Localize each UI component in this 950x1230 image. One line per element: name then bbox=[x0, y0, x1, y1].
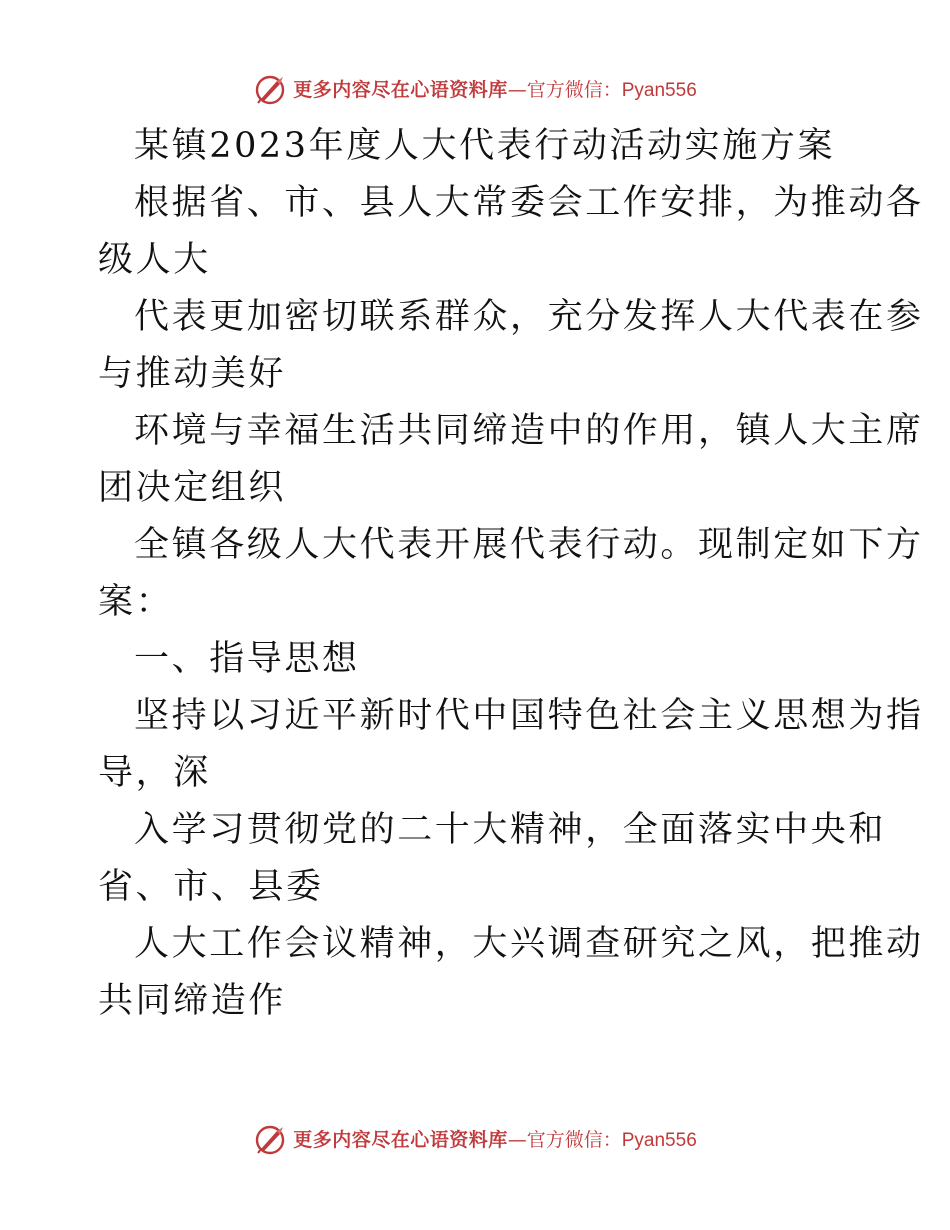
paragraph-line: 坚持以习近平新时代中国特色社会主义思想为指 bbox=[134, 696, 924, 736]
document-body bbox=[98, 118, 924, 1030]
paragraph-line: 案： bbox=[98, 582, 174, 622]
watermark-dash: — bbox=[507, 78, 527, 101]
paragraph-line: 根据省、市、县人大常委会工作安排，为推动各 bbox=[134, 183, 924, 223]
paragraph-line: 人大工作会议精神，大兴调查研究之风，把推动 bbox=[134, 924, 924, 964]
paragraph-line: 省、市、县委 bbox=[98, 867, 324, 907]
watermark-wechat-label: 官方微信： bbox=[526, 78, 622, 101]
paragraph-line: 共同缔造作 bbox=[98, 981, 287, 1021]
paragraph-line: 导，深 bbox=[98, 753, 211, 793]
watermark-wechat-id: Pyan556 bbox=[621, 79, 697, 101]
quill-pen-logo-icon bbox=[253, 73, 287, 107]
paragraph-line: 级人大 bbox=[98, 240, 211, 280]
watermark-text bbox=[293, 78, 697, 101]
paragraph-line: 团决定组织 bbox=[98, 468, 287, 508]
watermark-wechat-id: Pyan556 bbox=[621, 1129, 697, 1151]
watermark-banner-bottom bbox=[0, 1120, 950, 1160]
paragraph-line: 环境与幸福生活共同缔造中的作用，镇人大主席 bbox=[134, 411, 924, 451]
paragraph-line: 代表更加密切联系群众，充分发挥人大代表在参 bbox=[134, 297, 924, 337]
watermark-banner-top bbox=[0, 70, 950, 110]
quill-pen-logo-icon bbox=[253, 1123, 287, 1157]
watermark-brand: 更多内容尽在心语资料库 bbox=[293, 78, 508, 101]
section-heading: 一、指导思想 bbox=[134, 639, 360, 679]
watermark-text bbox=[293, 1128, 697, 1151]
watermark-wechat-label: 官方微信： bbox=[526, 1128, 622, 1151]
watermark-dash: — bbox=[507, 1128, 527, 1151]
document-title: 某镇2023年度人大代表行动活动实施方案 bbox=[134, 126, 836, 166]
paragraph-line: 入学习贯彻党的二十大精神，全面落实中央和 bbox=[134, 810, 887, 850]
paragraph-line: 全镇各级人大代表开展代表行动。现制定如下方 bbox=[134, 525, 924, 565]
watermark-brand: 更多内容尽在心语资料库 bbox=[293, 1128, 508, 1151]
paragraph-line: 与推动美好 bbox=[98, 354, 287, 394]
